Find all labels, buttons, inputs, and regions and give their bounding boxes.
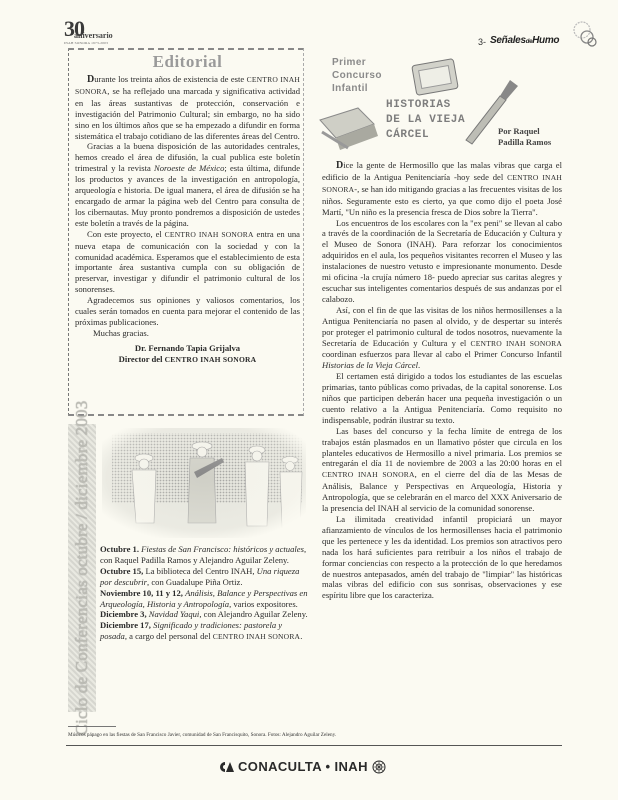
article-title (386, 98, 465, 143)
editorial-paragraph (75, 229, 300, 295)
article-body (322, 160, 562, 601)
conference-speakers: , con Guadalupe Piña Ortiz. (147, 576, 243, 587)
article-kicker (332, 56, 382, 95)
masthead-de: de (525, 39, 533, 45)
footer-logo-text: CONACULTA • INAH (238, 759, 368, 775)
article-author (498, 126, 551, 148)
conference-item (100, 588, 308, 610)
kicker-line: Concurso (332, 70, 382, 81)
author-line: Padilla Ramos (498, 137, 552, 147)
page-number: 3- (478, 37, 487, 47)
article-paragraph (322, 371, 562, 426)
text: Gracias a la buena disposición de las autoridades centrales, hemos creado el área de difusión, la cual publica este boletín trimestral y la revista (75, 141, 300, 174)
editorial-thanks: Muchas gracias. (93, 327, 149, 338)
conference-speakers: , con Raquel Padilla Ramos y Alejandro Aguilar Zeleny. (100, 544, 307, 565)
text: , se ha reflejado una marcada y significativa actividad en las áreas sustantivas de protección, conservación e investigación del Patrimonio Cultural; sin embargo, no ha sido sino en los últimos años que se ha empezado a difundir en forma sistemática el trabajo cotidiano de las diferentes áreas del Centro. (75, 85, 300, 141)
conference-date: Octubre 15, (100, 565, 144, 576)
journal-title: Noroeste de México (153, 163, 225, 174)
masthead (490, 35, 559, 46)
conference-title: Fiestas de San Francisco: históricos y actuales (141, 544, 304, 554)
cart-illustration-icon (318, 102, 388, 152)
editorial-paragraph (75, 141, 300, 228)
conference-title: Análisis, Balance y Perspectivas en Arqueología, Historia y Antropología (100, 587, 308, 609)
article-paragraph (322, 160, 562, 218)
signature-org: CENTRO INAH SONORA (164, 354, 257, 364)
anniversary-logo (64, 16, 154, 45)
anniversary-word: aniversario (74, 31, 113, 40)
org-name: CENTRO INAH SONORA (164, 229, 254, 239)
conference-item (100, 566, 308, 588)
editorial-paragraph (75, 295, 300, 328)
anniversary-number: 30 (64, 16, 84, 41)
conference-band-title: Ciclo de Conferencias octubre / diciembre 2003 (72, 400, 91, 736)
text: coordinan esfuerzos para llevar al cabo el Primer Concurso Infantil (322, 349, 562, 360)
org-name: CENTRO INAH SONORA (212, 632, 301, 642)
text: La ilimitada creatividad infantil propiciará un mayor afianzamiento de vínculos de los hermosillenses hacia el patrimonio que les pertenece y les da identidad. Los premios son atractivos pero nada los hará suficientes para retribuir a los niños el trabajo de formar conciencias con respecto a la protección de lo que heredamos de nuestros antepasados, amén del trabajo de "limpiar" las históricas malas vibras del edificio con sus sonrisas, observaciones y ese espíritu libre que los caracteriza. (322, 514, 562, 601)
kicker-line: Infantil (332, 83, 368, 94)
text: . (300, 631, 303, 642)
text: entra en una nueva etapa de comunicación con la sociedad y con la comunidad académica. Esperamos que el establecimiento de esta importante área sustantiva cumpla con su obligación de preservar, investigar y difundir el patrimonio cultural de los sonorenses. (75, 228, 300, 295)
conference-title: Significado y tradiciones: pastorela y posada (100, 620, 283, 642)
signature-role: Director del (118, 353, 163, 364)
editorial-paragraph (75, 74, 300, 141)
text: El certamen está dirigido a todos los estudiantes de las escuelas primarias, tanto públicas como privadas, de la capital sonorense. Los niños que participen deberán hacer una pequeña investigación o un cuento relativo a la Antigua Penitenciaría. Como requisito no indispensable, podrán ilustrar su texto. (322, 371, 562, 425)
conference-date: Octubre 1. (100, 544, 139, 554)
text: Con este proyecto, el (87, 228, 165, 239)
conference-list (100, 544, 308, 643)
editorial-box (68, 48, 304, 416)
editorial-signature (75, 343, 300, 365)
author-line: Por Raquel (498, 126, 540, 136)
article-title-art (318, 52, 608, 152)
title-line: DE LA VIEJA (386, 114, 466, 126)
photo-caption: Músicos pápago en las fiestas de San Francisco Javier, comunidad de San Francisquito, Sonora. Fotos: Alejandro Aguilar Zeleny. (68, 732, 337, 738)
editorial-title: Editorial (152, 52, 223, 71)
inah-emblem-icon (372, 760, 386, 774)
conference-title: Una riqueza por descubrir (100, 565, 300, 587)
kicker-line: Primer (332, 57, 367, 68)
editorial-body (75, 74, 300, 339)
slate-illustration-icon (410, 56, 462, 98)
caption-rule (68, 726, 116, 727)
page-header (470, 26, 610, 52)
text: Las bases del concurso y la fecha límite de entrega de los trabajos están plasmados en un llamativo póster que circula en los planteles educativos de Hermosillo a nivel primaria. Los premios se entregarán el día 11 de noviembre de 2003 a las 20:00 horas en el (322, 425, 562, 469)
conference-speakers: , a cargo del personal del (124, 631, 213, 642)
conference-topic: La biblioteca del Centro INAH, (143, 565, 257, 576)
contest-title: Historias de la Vieja Cárcel (322, 360, 418, 371)
conference-title: Navidad Yaqui (148, 609, 200, 620)
text: . (417, 360, 421, 371)
smoke-rings-icon (572, 20, 598, 50)
text: ; esta última, difunde los productos y avances de la investigación en antropología, arqueología e historia. De igual manera, el área de difusión se ha encargado de armar la página web del Centro para consulta de los cibernautas. Muy pronto pondremos a disposición de ustedes este boletín a través de la página. (75, 163, 301, 228)
text: Agradecemos sus opiniones y valiosos comentarios, los cuales serán tomados en cuenta para mejorar el contenido de las próximas publicaciones. (75, 295, 300, 327)
conference-item (100, 620, 308, 643)
title-line: HISTORIAS (386, 99, 451, 111)
org-name: CENTRO INAH SONORA (322, 172, 563, 194)
conference-item (100, 544, 308, 566)
article-paragraph (322, 218, 562, 305)
org-name: CENTRO INAH SONORA (470, 338, 562, 348)
text: Los encuentros de los escolares con la "ex peni" se llevan al cabo a través de la coordinación de la Secretaría de Educación y Cultura y el Museo de Sonora (INAH). Para reforzar los conocimientos adquiridos en el aula, los pequeños visitantes recorren el Museo y las instalaciones de nuestro vetusto e impresionante monumento. Desde mi oficina -la crujía número 18- puedo apreciar sus caritas alegres y escuchar sus inteligentes comentarios después de sus andanzas por el calabozo. (322, 217, 562, 304)
article-paragraph (322, 426, 562, 514)
musicians-photo (102, 428, 306, 538)
conference-band (68, 400, 96, 736)
conference-speakers: , varios expositores. (229, 598, 298, 609)
article-paragraph (322, 514, 562, 601)
conference-item (100, 609, 308, 620)
conaculta-icon (218, 761, 234, 773)
text: -, se han ido mitigando gracias a las frecuentes visitas de los niños. Seguramente esto es cierto, ya que como dijo el poeta José Martí, "Un niño es la presencia fresca de Dios sobre la Tierra". (322, 183, 562, 217)
org-name: CENTRO INAH SONORA (75, 75, 301, 96)
text: Dice la gente de Hermosillo que las malas vibras que carga el edificio de la Antigua Penitenciaría -hoy sede del (322, 160, 562, 182)
masthead-b: Humo (532, 35, 560, 46)
text: , en el cierre del día de las Mesas de Análisis, Balance y Perspectivas en Arqueología, Historia y Antropología, que se celebrarán en el marco del XXX Aniversario de la presencia del INAH al servicio de la comunidad sonorense. (322, 469, 562, 514)
signature-name: Dr. Fernando Tapia Grijalva (134, 342, 241, 353)
article-paragraph (322, 305, 562, 371)
anniversary-sub: INAH SONORA 1973-2003 (64, 41, 109, 45)
signature-title (75, 354, 300, 365)
footer-divider (66, 745, 562, 746)
org-name: CENTRO INAH SONORA (322, 470, 415, 480)
conference-date: Diciembre 3, (100, 609, 147, 620)
text: Así, con el fin de que las visitas de los niños hermosillenses a la Antigua Penitenciaría no pasen al olvido, y de despertar su interés por proteger el patrimonio cultural de todos nosotros, nuevamente la Secretaría de Educación y Cultura y el (322, 304, 562, 348)
text: Durante los treinta años de existencia de este (87, 74, 247, 85)
conference-date: Diciembre 17, (100, 620, 151, 631)
conference-date: Noviembre 10, 11 y 12, (100, 587, 183, 598)
masthead-a: Señales (490, 35, 526, 46)
title-line: CÁRCEL (386, 129, 430, 141)
footer-logo (218, 758, 418, 778)
conference-speakers: , con Alejandro Aguilar Zeleny. (199, 609, 308, 620)
